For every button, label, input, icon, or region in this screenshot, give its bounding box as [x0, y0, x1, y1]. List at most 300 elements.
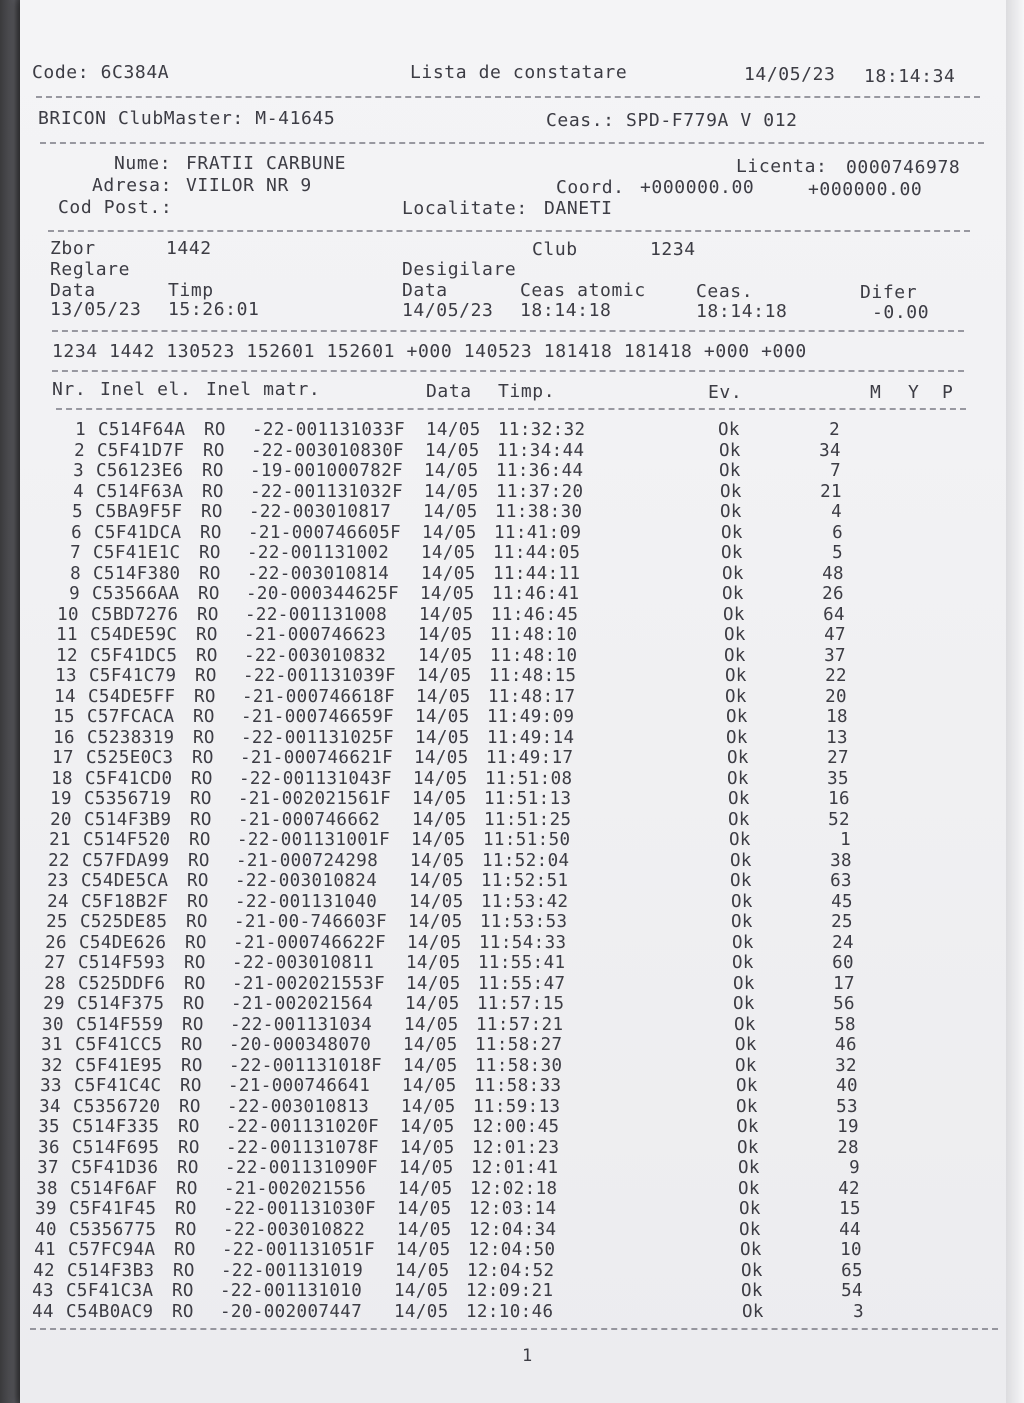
row-nr: 11 [56, 625, 78, 645]
col-timp-header: Timp. [498, 381, 556, 402]
row-time: 11:52:04 [482, 850, 570, 871]
reg-date: 13/05/23 [50, 299, 142, 320]
row-time: 11:49:14 [487, 727, 575, 748]
row-event: Ok [721, 543, 743, 563]
coord-y: +000000.00 [808, 179, 923, 200]
ring-matr: -22-001131018F [229, 1055, 383, 1076]
row-number: 32 [835, 1055, 857, 1076]
divider [52, 330, 964, 332]
divider [40, 142, 984, 144]
ring-el: C5F41E1C [93, 543, 181, 563]
page-number: 1 [522, 1346, 533, 1366]
ring-matr: -20-002007447 [220, 1301, 363, 1322]
row-time: 11:46:41 [492, 584, 580, 604]
ring-el: C54DE5FF [88, 686, 176, 707]
ring-matr: -21-002021561F [238, 789, 392, 809]
table-row [20, 892, 1006, 913]
ring-el: C54DE59C [90, 625, 178, 645]
table-row [20, 1138, 1006, 1159]
row-date: 14/05 [412, 789, 467, 809]
ring-el: C514F520 [83, 830, 171, 850]
row-event: Ok [725, 666, 747, 686]
row-number: 34 [819, 440, 841, 461]
table-row [20, 1158, 1006, 1179]
row-number: 48 [822, 563, 844, 584]
table-row [20, 584, 1006, 605]
row-time: 12:01:23 [472, 1137, 560, 1158]
row-time: 11:32:32 [498, 420, 586, 440]
row-time: 11:58:30 [475, 1055, 563, 1076]
row-date: 14/05 [425, 440, 480, 461]
club-value: 1234 [650, 239, 696, 260]
zbor-value: 1442 [166, 238, 212, 259]
col-nr-header: Nr. [52, 379, 87, 400]
difer-value: -0.00 [872, 302, 930, 323]
row-number: 54 [841, 1281, 863, 1301]
locality-label: Localitate: [402, 198, 528, 219]
ring-matr: -22-001131019 [221, 1260, 364, 1281]
table-row [20, 543, 1006, 564]
ring-country: RO [195, 666, 217, 686]
row-number: 60 [832, 953, 854, 973]
col-ev-header: Ev. [708, 382, 743, 403]
ring-matr: -22-001131090F [225, 1158, 379, 1178]
row-time: 11:57:15 [477, 994, 565, 1014]
row-date: 14/05 [406, 973, 461, 994]
row-event: Ok [736, 1076, 758, 1096]
ring-el: C57FCACA [87, 707, 175, 727]
row-date: 14/05 [399, 1158, 454, 1178]
ring-el: C53566AA [92, 584, 180, 604]
ring-country: RO [198, 584, 220, 604]
row-event: Ok [738, 1178, 760, 1199]
ring-matr: -22-003010830F [251, 440, 405, 461]
ring-matr: -22-001131033F [252, 420, 406, 440]
ring-country: RO [178, 1117, 200, 1137]
row-event: Ok [733, 994, 755, 1014]
ring-el: C5356719 [84, 789, 172, 809]
row-time: 11:36:44 [496, 461, 584, 481]
table-row [20, 441, 1006, 462]
row-date: 14/05 [403, 1055, 458, 1076]
row-number: 4 [831, 502, 842, 522]
row-number: 52 [828, 809, 850, 830]
ring-el: C5F41C3A [66, 1281, 154, 1301]
row-number: 6 [832, 522, 843, 543]
row-date: 14/05 [394, 1281, 449, 1301]
row-nr: 25 [46, 912, 68, 932]
ring-matr: -22-001131078F [226, 1137, 380, 1158]
ring-matr: -22-001131001F [237, 830, 391, 850]
row-number: 56 [833, 994, 855, 1014]
row-nr: 33 [40, 1076, 62, 1096]
row-nr: 8 [70, 563, 81, 584]
ring-matr: -21-000724298 [236, 850, 379, 871]
ring-country: RO [175, 1219, 197, 1240]
owner-address: VIILOR NR 9 [186, 175, 312, 196]
row-number: 20 [825, 686, 847, 707]
ring-el: C514F375 [77, 994, 165, 1014]
row-time: 11:37:20 [496, 481, 584, 502]
row-date: 14/05 [421, 543, 476, 563]
ring-matr: -22-003010814 [247, 563, 390, 584]
row-date: 14/05 [412, 809, 467, 830]
row-time: 11:55:41 [478, 953, 566, 973]
row-number: 65 [841, 1260, 863, 1281]
row-time: 11:51:13 [484, 789, 572, 809]
ring-country: RO [188, 850, 210, 871]
table-row [20, 871, 1006, 892]
row-nr: 42 [33, 1260, 55, 1281]
ring-el: C54B0AC9 [66, 1301, 154, 1322]
row-event: Ok [719, 461, 741, 481]
ring-country: RO [187, 871, 209, 891]
ring-matr: -21-000746623 [244, 625, 387, 645]
ring-el: C514F63A [96, 481, 184, 502]
ring-matr: -22-001131008 [245, 604, 388, 625]
table-row [20, 482, 1006, 503]
row-time: 11:48:15 [489, 666, 577, 686]
row-time: 12:01:41 [471, 1158, 559, 1178]
ring-country: RO [186, 912, 208, 932]
ring-el: C5F18B2F [81, 891, 169, 912]
row-nr: 30 [42, 1014, 64, 1035]
ring-country: RO [173, 1260, 195, 1281]
ring-country: RO [190, 789, 212, 809]
ring-matr: -22-001131002 [247, 543, 390, 563]
table-row [20, 666, 1006, 687]
ring-country: RO [183, 994, 205, 1014]
row-time: 11:53:42 [481, 891, 569, 912]
row-event: Ok [742, 1301, 764, 1322]
row-event: Ok [720, 502, 742, 522]
row-number: 16 [828, 789, 850, 809]
row-nr: 4 [73, 481, 84, 502]
row-date: 14/05 [403, 1035, 458, 1055]
row-number: 44 [839, 1219, 861, 1240]
row-event: Ok [732, 953, 754, 973]
row-number: 45 [831, 891, 853, 912]
row-number: 35 [827, 768, 849, 789]
ring-country: RO [196, 645, 218, 666]
row-date: 14/05 [426, 420, 481, 440]
row-date: 14/05 [398, 1178, 453, 1199]
ring-matr: -22-003010813 [227, 1096, 370, 1117]
divider [48, 230, 970, 232]
ring-country: RO [182, 1014, 204, 1035]
row-event: Ok [731, 912, 753, 932]
table-row [20, 1076, 1006, 1097]
row-event: Ok [732, 932, 754, 953]
table-row [20, 1097, 1006, 1118]
ring-matr: -22-003010824 [235, 871, 378, 891]
ceas-label: Ceas. [696, 281, 754, 302]
row-time: 11:46:45 [491, 604, 579, 625]
row-date: 14/05 [417, 666, 472, 686]
row-nr: 32 [41, 1055, 63, 1076]
row-time: 11:38:30 [495, 502, 583, 522]
col-data-header: Data [426, 381, 472, 402]
code-label: Code: 6C384A [32, 62, 170, 83]
ring-el: C514F3B3 [67, 1260, 155, 1281]
ring-matr: -22-001131032F [250, 481, 404, 502]
table-row [20, 1281, 1006, 1302]
row-date: 14/05 [419, 604, 474, 625]
row-date: 14/05 [424, 461, 479, 481]
row-event: Ok [726, 727, 748, 748]
ring-country: RO [185, 932, 207, 953]
row-event: Ok [740, 1240, 762, 1260]
row-event: Ok [731, 891, 753, 912]
row-time: 11:53:53 [480, 912, 568, 932]
ring-country: RO [200, 522, 222, 543]
row-nr: 12 [56, 645, 78, 666]
row-event: Ok [719, 440, 741, 461]
ring-matr: -22-001131039F [243, 666, 397, 686]
row-event: Ok [727, 748, 749, 768]
row-nr: 5 [72, 502, 83, 522]
table-row [20, 1035, 1006, 1056]
row-number: 46 [835, 1035, 857, 1055]
table-row [20, 707, 1006, 728]
row-nr: 16 [53, 727, 75, 748]
ring-matr: -22-001131043F [239, 768, 393, 789]
row-nr: 6 [71, 522, 82, 543]
row-date: 14/05 [418, 625, 473, 645]
row-time: 11:58:27 [475, 1035, 563, 1055]
ring-matr: -22-001131051F [222, 1240, 376, 1260]
row-nr: 2 [74, 440, 85, 461]
row-nr: 41 [34, 1240, 56, 1260]
ring-el: C5F41C4C [74, 1076, 162, 1096]
coord-x: +000000.00 [640, 177, 755, 198]
row-time: 11:59:13 [473, 1096, 561, 1117]
row-time: 11:48:10 [490, 645, 578, 666]
row-event: Ok [729, 830, 751, 850]
row-number: 10 [840, 1240, 862, 1260]
row-event: Ok [718, 420, 740, 440]
row-nr: 15 [53, 707, 75, 727]
col-inel-matr-header: Inel matr. [206, 379, 321, 400]
row-date: 14/05 [397, 1219, 452, 1240]
ring-matr: -21-002021556 [224, 1178, 367, 1199]
document-title: Lista de constatare [410, 62, 628, 83]
row-time: 12:04:52 [467, 1260, 555, 1281]
row-time: 12:03:14 [469, 1199, 557, 1219]
table-row [20, 1302, 1006, 1323]
row-time: 11:51:25 [484, 809, 572, 830]
row-event: Ok [725, 686, 747, 707]
ring-country: RO [172, 1281, 194, 1301]
row-nr: 31 [41, 1035, 63, 1055]
row-time: 11:55:47 [478, 973, 566, 994]
row-nr: 44 [32, 1301, 54, 1322]
row-nr: 7 [70, 543, 81, 563]
license-label: Licenta: [736, 156, 828, 177]
ring-el: C514F335 [72, 1117, 160, 1137]
ring-matr: -22-001131025F [241, 727, 395, 748]
row-event: Ok [737, 1117, 759, 1137]
row-nr: 21 [49, 830, 71, 850]
row-number: 24 [832, 932, 854, 953]
table-row [20, 830, 1006, 851]
row-date: 14/05 [395, 1260, 450, 1281]
row-event: Ok [735, 1055, 757, 1076]
row-number: 63 [830, 871, 852, 891]
ring-matr: -20-000344625F [246, 584, 400, 604]
ring-el: C514F64A [98, 420, 186, 440]
col-y-header: Y [908, 382, 920, 403]
row-date: 14/05 [421, 563, 476, 584]
ring-el: C57FC94A [68, 1240, 156, 1260]
address-label: Adresa: [92, 175, 173, 196]
row-number: 40 [836, 1076, 858, 1096]
row-event: Ok [730, 871, 752, 891]
ring-el: C5F41C79 [89, 666, 177, 686]
ring-el: C5F41E95 [75, 1055, 163, 1076]
row-time: 12:09:21 [466, 1281, 554, 1301]
row-event: Ok [722, 584, 744, 604]
row-number: 27 [827, 748, 849, 768]
row-event: Ok [738, 1158, 760, 1178]
row-date: 14/05 [411, 830, 466, 850]
table-row [20, 1117, 1006, 1138]
ring-country: RO [176, 1178, 198, 1199]
col-m-header: M [870, 382, 882, 403]
ring-el: C5F41D7F [97, 440, 185, 461]
row-number: 19 [837, 1117, 859, 1137]
ring-country: RO [184, 953, 206, 973]
row-date: 14/05 [405, 994, 460, 1014]
row-event: Ok [741, 1281, 763, 1301]
ring-country: RO [197, 604, 219, 625]
row-number: 9 [849, 1158, 860, 1178]
ring-el: C5F41CC5 [75, 1035, 163, 1055]
row-nr: 9 [69, 584, 80, 604]
row-nr: 18 [51, 768, 73, 789]
row-date: 14/05 [422, 522, 477, 543]
row-time: 11:48:10 [490, 625, 578, 645]
ring-el: C525DE85 [80, 912, 168, 932]
ring-matr: -21-002021553F [232, 973, 386, 994]
row-time: 12:00:45 [472, 1117, 560, 1137]
ring-el: C525DDF6 [78, 973, 166, 994]
row-date: 14/05 [415, 727, 470, 748]
row-number: 25 [831, 912, 853, 932]
club-label: Club [532, 239, 578, 260]
row-time: 11:51:08 [485, 768, 573, 789]
row-time: 12:02:18 [470, 1178, 558, 1199]
row-date: 14/05 [400, 1137, 455, 1158]
ring-matr: -21-000746662 [238, 809, 381, 830]
row-number: 28 [837, 1137, 859, 1158]
table-row [20, 953, 1006, 974]
row-number: 38 [830, 850, 852, 871]
ring-country: RO [174, 1240, 196, 1260]
difer-label: Difer [860, 282, 918, 303]
row-nr: 40 [35, 1219, 57, 1240]
owner-name: FRATII CARBUNE [186, 153, 347, 174]
row-time: 11:48:17 [488, 686, 576, 707]
ring-matr: -19-001000782F [250, 461, 404, 481]
col-p-header: P [942, 382, 954, 403]
row-nr: 26 [45, 932, 67, 953]
table-row [20, 605, 1006, 626]
ring-country: RO [181, 1055, 203, 1076]
table-row [20, 1240, 1006, 1261]
row-time: 11:58:33 [474, 1076, 562, 1096]
row-nr: 36 [38, 1137, 60, 1158]
zbor-label: Zbor [50, 238, 96, 259]
row-date: 14/05 [409, 871, 464, 891]
row-time: 12:10:46 [466, 1301, 554, 1322]
ceas-atomic-label: Ceas atomic [520, 280, 646, 301]
row-event: Ok [720, 481, 742, 502]
row-time: 11:54:33 [479, 932, 567, 953]
ring-el: C514F593 [78, 953, 166, 973]
ring-matr: -22-001131020F [226, 1117, 380, 1137]
ring-country: RO [203, 440, 225, 461]
ring-country: RO [194, 686, 216, 707]
ring-el: C5F41DC5 [90, 645, 178, 666]
row-date: 14/05 [397, 1199, 452, 1219]
ring-el: C514F380 [93, 563, 181, 584]
atomic-time: 18:14:18 [520, 300, 612, 321]
row-date: 14/05 [409, 891, 464, 912]
ring-country: RO [201, 502, 223, 522]
table-row [20, 1199, 1006, 1220]
ring-matr: -22-001131030F [223, 1199, 377, 1219]
ring-matr: -22-003010811 [232, 953, 375, 973]
row-number: 13 [826, 727, 848, 748]
row-number: 18 [826, 707, 848, 727]
ring-country: RO [172, 1301, 194, 1322]
device-id: BRICON ClubMaster: M-41645 [38, 108, 336, 129]
row-date: 14/05 [420, 584, 475, 604]
row-nr: 14 [54, 686, 76, 707]
ring-el: C514F3B9 [84, 809, 172, 830]
desigilare-label: Desigilare [402, 259, 517, 280]
ring-el: C5356720 [73, 1096, 161, 1117]
row-nr: 35 [38, 1117, 60, 1137]
row-time: 11:44:05 [493, 543, 581, 563]
ceas-time: 18:14:18 [696, 301, 788, 322]
row-nr: 28 [44, 973, 66, 994]
print-date: 14/05/23 [744, 64, 836, 85]
ring-el: C5BD7276 [91, 604, 179, 625]
row-date: 14/05 [404, 1014, 459, 1035]
row-nr: 39 [35, 1199, 57, 1219]
ring-country: RO [196, 625, 218, 645]
row-event: Ok [724, 625, 746, 645]
row-event: Ok [733, 973, 755, 994]
row-number: 1 [840, 830, 851, 850]
row-nr: 10 [57, 604, 79, 625]
row-nr: 19 [50, 789, 72, 809]
row-date: 14/05 [408, 912, 463, 932]
row-event: Ok [730, 850, 752, 871]
row-event: Ok [723, 604, 745, 625]
row-date: 14/05 [401, 1096, 456, 1117]
table-row [20, 933, 1006, 954]
des-data-label: Data [402, 280, 448, 301]
row-time: 11:57:21 [476, 1014, 564, 1035]
row-event: Ok [726, 707, 748, 727]
ring-el: C5F41CD0 [85, 768, 173, 789]
row-event: Ok [737, 1137, 759, 1158]
table-row [20, 810, 1006, 831]
table-row [20, 625, 1006, 646]
